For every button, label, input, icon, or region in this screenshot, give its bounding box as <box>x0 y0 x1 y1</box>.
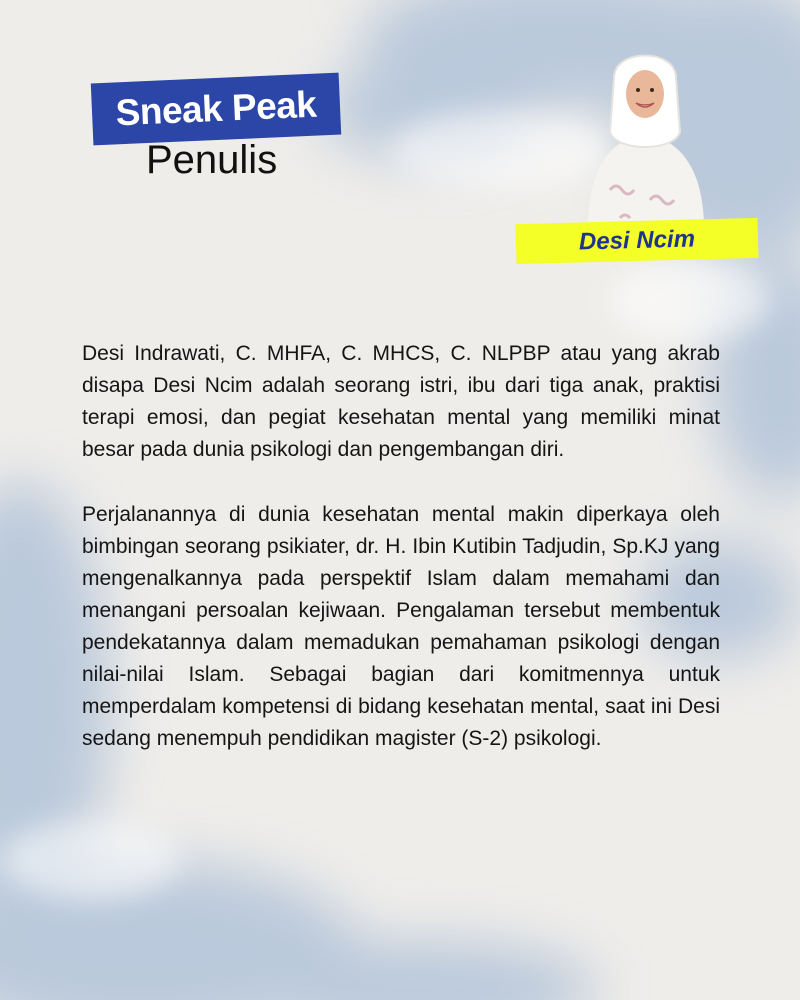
badge-label: Sneak Peak <box>114 83 318 134</box>
bio-paragraph-1: Desi Indrawati, C. MHFA, C. MHCS, C. NLPBP atau yang akrab disapa Desi Ncim adalah seorang istri, ibu dari tiga anak, praktisi terapi emosi, dan pegiat kesehatan mental yang memiliki minat besar pada dunia psikologi dan pengembangan diri. <box>82 342 720 461</box>
sneak-peak-badge <box>91 73 341 146</box>
section-title: Penulis <box>146 138 278 182</box>
bio-paragraph-2: Perjalanannya di dunia kesehatan mental makin diperkaya oleh bimbingan seorang psikiater, dr. H. Ibin Kutibin Tadjudin, Sp.KJ yang mengenalkannya pada perspektif Islam dalam memahami dan menangani persoalan kejiwaan. Pengalaman tersebut membentuk pendekatannya dalam memadukan pemahaman psikologi dengan nilai-nilai Islam. Sebagai bagian dari komitmennya untuk memperdalam kompetensi di bidang kesehatan mental, saat ini Desi sedang menempuh pendidikan magister (S-2) psikologi. <box>82 503 720 750</box>
author-bio <box>82 338 720 755</box>
author-name-tag <box>516 218 759 264</box>
author-photo <box>580 40 710 230</box>
author-name: Desi Ncim <box>578 225 696 256</box>
